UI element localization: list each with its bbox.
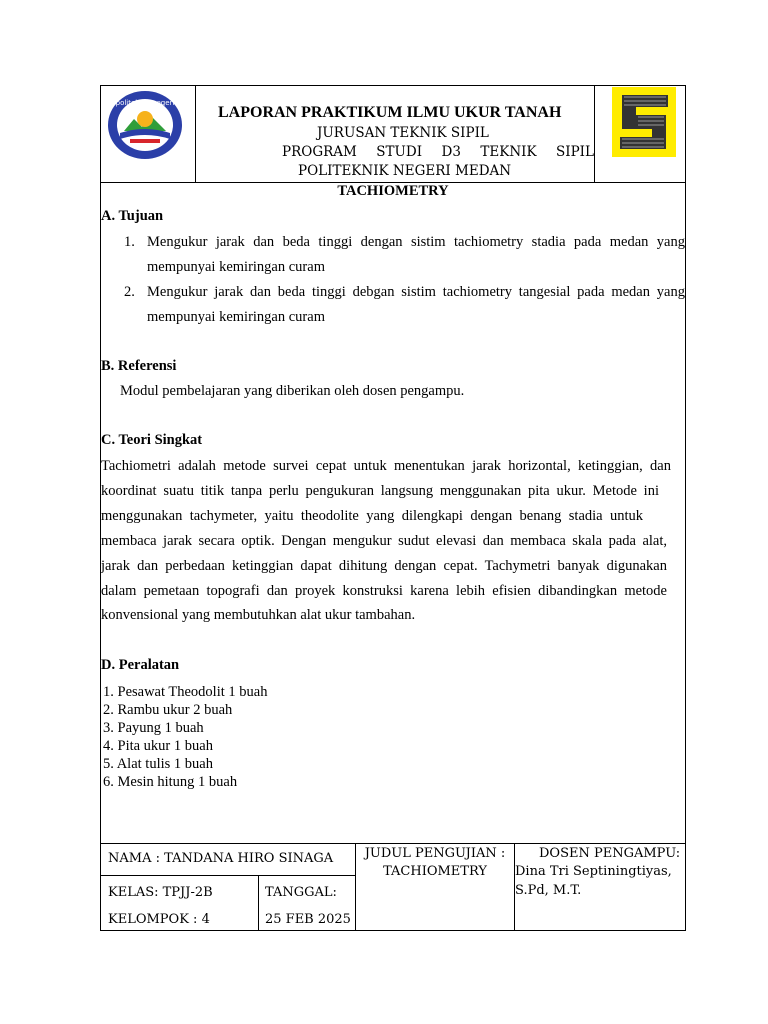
section-heading-teori: C. Teori Singkat	[101, 432, 203, 448]
kelompok: KELOMPOK : 4	[108, 912, 210, 927]
footer-top-border	[100, 843, 686, 844]
dosen-title: S.Pd, M.T.	[515, 883, 582, 898]
dosen-name: Dina Tri Septiningtiyas,	[515, 864, 672, 879]
section-heading-tujuan: A. Tujuan	[101, 208, 164, 224]
judul-value: TACHIOMETRY	[383, 864, 487, 879]
list-number: 2.	[124, 284, 135, 300]
student-name: NAMA : TANDANA HIRO SINAGA	[108, 851, 334, 866]
teori-line: menggunakan tachymeter, yaitu theodolite yang dilengkapi dengan benang stadia untuk	[101, 508, 643, 524]
teori-line: membaca jarak secara optik. Dengan mengukur sudut elevasi dan membaca skala pada alat,	[101, 533, 667, 549]
document-title: TACHIOMETRY	[337, 183, 449, 199]
list-number: 1.	[124, 234, 135, 250]
tanggal-value: 25 FEB 2025	[265, 912, 351, 927]
header-right-divider	[594, 85, 595, 182]
header-left-divider	[195, 85, 196, 182]
program-line	[282, 144, 594, 160]
department-logo	[612, 87, 676, 157]
institution-name: POLITEKNIK NEGERI MEDAN	[298, 163, 512, 179]
department-logo-icon	[612, 87, 676, 157]
peralatan-item: 5. Alat tulis 1 buah	[103, 756, 213, 772]
program-word: STUDI	[376, 144, 423, 160]
tujuan-item-1-line2: mempunyai kemiringan curam	[147, 259, 325, 275]
department-name: JURUSAN TEKNIK SIPIL	[317, 125, 489, 141]
polmed-logo-icon	[106, 89, 184, 161]
program-word: SIPIL	[556, 144, 594, 160]
tujuan-item-1-line1: Mengukur jarak dan beda tinggi dengan sistim tachiometry stadia pada medan yang	[147, 234, 685, 250]
program-word: D3	[441, 144, 461, 160]
peralatan-item: 6. Mesin hitung 1 buah	[103, 774, 238, 790]
section-heading-peralatan: D. Peralatan	[101, 657, 180, 673]
program-word: PROGRAM	[282, 144, 357, 160]
peralatan-item: 2. Rambu ukur 2 buah	[103, 702, 233, 718]
judul-label: JUDUL PENGUJIAN :	[364, 846, 506, 861]
teori-line: Tachiometri adalah metode survei cepat untuk menentukan jarak horizontal, ketinggian, dan	[101, 458, 671, 474]
referensi-text: Modul pembelajaran yang diberikan oleh dosen pengampu.	[120, 383, 465, 399]
peralatan-item: 3. Payung 1 buah	[103, 720, 204, 736]
peralatan-item: 4. Pita ukur 1 buah	[103, 738, 213, 754]
teori-line: dalam pemetaan topografi dan proyek konstruksi karena lebih efisien dibandingkan metode	[101, 583, 667, 599]
peralatan-item: 1. Pesawat Theodolit 1 buah	[103, 684, 268, 700]
tanggal-label: TANGGAL:	[265, 885, 337, 900]
svg-text:politeknik negeri: politeknik negeri	[115, 99, 175, 107]
teori-line: jarak dan perbedaan ketinggian dapat dihitung dengan cepat. Tachymetri banyak digunakan	[101, 558, 667, 574]
report-title: LAPORAN PRAKTIKUM ILMU UKUR TANAH	[218, 104, 562, 121]
section-heading-referensi: B. Referensi	[101, 358, 177, 374]
kelas: KELAS: TPJJ-2B	[108, 885, 213, 900]
footer-col-divider-3	[258, 875, 259, 931]
dosen-label: DOSEN PENGAMPU:	[539, 846, 681, 861]
program-word: TEKNIK	[480, 144, 537, 160]
tujuan-item-2-line2: mempunyai kemiringan curam	[147, 309, 325, 325]
tujuan-item-2-line1: Mengukur jarak dan beda tinggi debgan sistim tachiometry tangesial pada medan yang	[147, 284, 685, 300]
polmed-logo	[106, 89, 184, 161]
footer-row-divider	[100, 875, 355, 876]
teori-line: koordinat suatu titik tanpa perlu pengukuran langsung menggunakan pita ukur. Metode ini	[101, 483, 659, 499]
teori-line: konvensional yang membutuhkan alat ukur tambahan.	[101, 607, 416, 623]
